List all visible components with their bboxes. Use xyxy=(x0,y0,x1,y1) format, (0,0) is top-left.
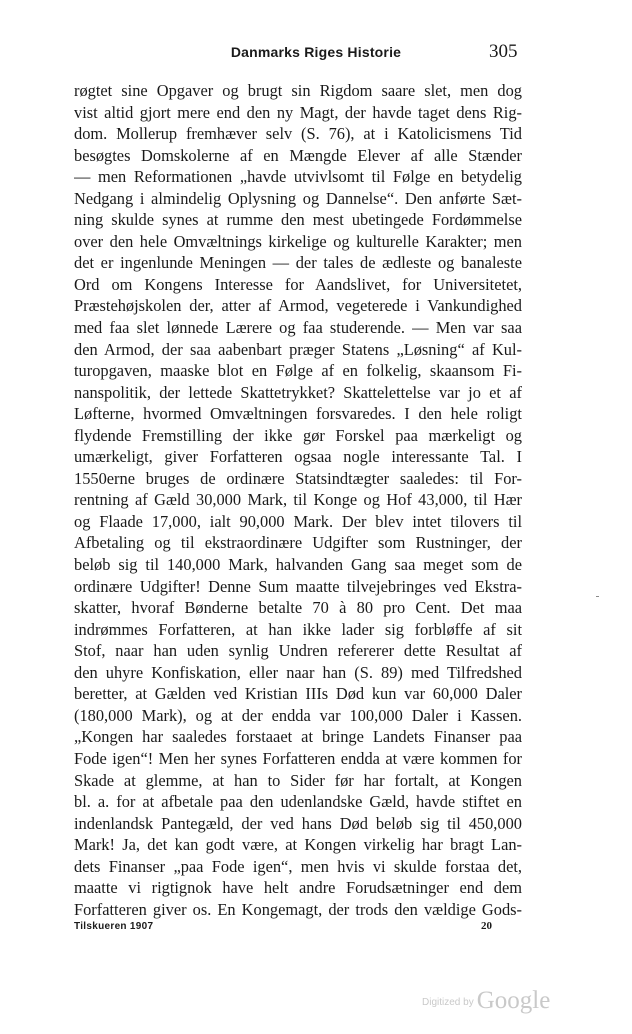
text-line: røgtet sine Opgaver og brugt sin Rigdom saare slet, men dog xyxy=(74,81,522,100)
digitized-watermark xyxy=(422,987,550,1015)
margin-mark xyxy=(596,596,599,597)
text-line: Præstehøjskolen der, atter af Armod, vegeterede i Vankundighed xyxy=(74,296,522,316)
text-line: dom. Mollerup fremhæver selv (S. 76), at i Katolicismens Tid xyxy=(74,124,522,144)
body-text xyxy=(74,80,522,920)
text-line: Stof, naar han uden synlig Undren refererer dette Resultat af xyxy=(74,641,522,661)
text-line: flydende Fremstilling der ikke gør Forskel paa mærkeligt og xyxy=(74,425,522,445)
text-line: „Kongen har saaledes forstaaet at bringe Landets Finanser paa xyxy=(74,727,522,747)
text-line: det er ingenlunde Meningen — der tales de ædleste og banaleste xyxy=(74,253,522,273)
text-line: ordinære Udgifter! Denne Sum maatte tilvejebringes ved Ekstra- xyxy=(74,576,522,596)
text-line: 1550erne bruges de ordinære Statsindtægter saaledes: til For- xyxy=(74,468,522,488)
text-line: den uhyre Konfiskation, eller naar han (S. 89) med Tilfredshed xyxy=(74,662,522,682)
text-line: over den hele Omvæltnings kirkelige og kulturelle Karakter; men xyxy=(74,231,522,251)
text-line: Afbetaling og til ekstraordinære Udgifter som Rustninger, der xyxy=(74,533,522,553)
text-line: Nedgang i almindelig Oplysning og Dannelse“. Den anførte Sæt- xyxy=(74,188,522,208)
text-line: turopgaven, maaske blot en Følge af en folkelig, skaansom Fi- xyxy=(74,361,522,381)
text-line: den Armod, der saa aabenbart præger Statens „Løsning“ af Kul- xyxy=(74,339,522,359)
text-line: Forfatteren giver os. En Kongemagt, der trods den vældige Gods- xyxy=(74,899,522,919)
text-line: indenlandsk Pantegæld, der ved hans Død beløb sig til 450,000 xyxy=(74,813,522,833)
text-line: rentning af Gæld 30,000 Mark, til Konge og Hof 43,000, til Hær xyxy=(74,490,522,510)
text-line: Mark! Ja, det kan godt være, at Kongen virkelig har bragt Lan- xyxy=(74,835,522,855)
text-line: med faa slet lønnede Lærere og faa studerende. — Men var saa xyxy=(74,318,522,338)
text-line: og Flaade 17,000, ialt 90,000 Mark. Der blev intet tilovers til xyxy=(74,511,522,531)
google-logo: Google xyxy=(476,987,551,1014)
watermark-label: Digitized by xyxy=(422,997,474,1008)
text-line: nanspolitik, der lettede Skattetrykket? Skattelettelse var jo et af xyxy=(74,382,522,402)
text-line: indrømmes Forfatteren, at han ikke lader sig forbløffe af sit xyxy=(74,619,522,639)
page-number: 305 xyxy=(489,41,518,62)
text-line: Ord om Kongens Interesse for Aandslivet, for Universitetet, xyxy=(74,274,522,294)
text-line: bl. a. for at afbetale paa den udenlandske Gæld, havde stiftet en xyxy=(74,792,522,812)
text-line: beløb sig til 140,000 Mark, halvanden Gang saa meget som de xyxy=(74,555,522,575)
signature-number: 20 xyxy=(481,920,492,932)
text-line: — men Reformationen „havde utvivlsomt til Følge en betydelig xyxy=(74,167,522,187)
text-line: besøgtes Domskolerne af en Mængde Elever af alle Stænder xyxy=(74,145,522,165)
text-line: skatter, hvoraf Bønderne betalte 70 à 80 pro Cent. Det maa xyxy=(74,598,522,618)
text-line: Løfterne, hvormed Omvæltningen forsvaredes. I den hele roligt xyxy=(74,404,522,424)
text-line: (180,000 Mark), og at der endda var 100,000 Daler i Kassen. xyxy=(74,705,522,725)
text-line: vist altid gjort mere end den ny Magt, der havde taget dens Rig- xyxy=(74,102,522,122)
text-line: dets Finanser „paa Fode igen“, men hvis vi skulde forstaa det, xyxy=(74,856,522,876)
text-line: beretter, at Gælden ved Kristian IIIs Død kun var 60,000 Daler xyxy=(74,684,522,704)
text-line: ning skulde synes at rumme den mest ubetingede Fordømmelse xyxy=(74,210,522,230)
text-line: umærkeligt, giver Forfatteren ogsaa nogle interessante Tal. I xyxy=(74,447,522,467)
text-line: Fode igen“! Men her synes Forfatteren endda at være kommen for xyxy=(74,748,522,768)
running-title: Danmarks Riges Historie xyxy=(230,44,402,60)
text-line: maatte vi rigtignok have helt andre Forudsætninger end dem xyxy=(74,878,522,898)
signature-mark: Tilskueren 1907 xyxy=(74,921,154,932)
text-line: Skade at glemme, at han to Sider før har fortalt, at Kongen xyxy=(74,770,522,790)
